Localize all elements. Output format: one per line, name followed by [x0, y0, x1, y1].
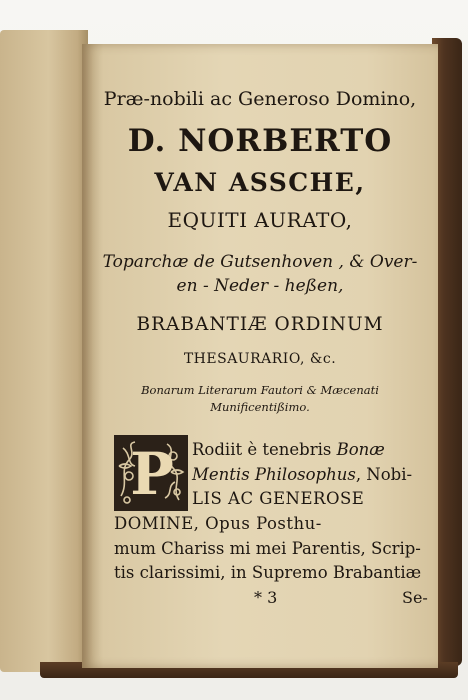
body-line-1-italic: Bonæ: [336, 440, 385, 459]
right-page: [82, 44, 438, 668]
dedication-surname: VAN ASSCHE,: [154, 168, 366, 197]
dedication-line-1: Præ-nobili ac Generoso Domino,: [103, 88, 417, 110]
body-line-1: [192, 440, 385, 459]
dedication-line-10: Munificentißimo.: [210, 400, 310, 414]
decorated-initial: [114, 435, 188, 511]
body-line-3: LIS AC GENEROSE: [192, 489, 365, 508]
left-page: [0, 30, 88, 672]
decorated-initial-art: [115, 436, 187, 510]
dedication-title: EQUITI AURATO,: [167, 208, 353, 232]
body-line-2: [192, 465, 412, 484]
body-line-2-text: , Nobi-: [355, 465, 413, 484]
dedication-name: D. NORBERTO: [127, 123, 393, 159]
body-line-4: DOMINE, Opus Posthu-: [114, 514, 322, 533]
body-line-1-text: Rodiit è tenebris: [192, 440, 337, 459]
dedication-line-9: Bonarum Literarum Fautori & Mæcenati: [141, 383, 379, 397]
dedication-line-8: THESAURARIO, &c.: [183, 351, 337, 367]
decorated-initial-letter: P: [130, 440, 174, 508]
dedication-line-6: en - Neder - heßen,: [176, 276, 344, 296]
body-line-2-italic: Mentis Philosophus: [192, 465, 356, 484]
body-line-5: mum Chariss mi mei Parentis, Scrip-: [114, 539, 421, 558]
dedication-line-5: Toparchæ de Gutsenhoven , & Over-: [102, 252, 418, 272]
catchword: Se-: [402, 588, 428, 607]
signature-mark: * 3: [254, 588, 278, 607]
dedication-line-7: BRABANTIÆ ORDINUM: [136, 314, 384, 335]
body-line-6: tis clarissimi, in Supremo Brabantiæ: [114, 563, 422, 582]
